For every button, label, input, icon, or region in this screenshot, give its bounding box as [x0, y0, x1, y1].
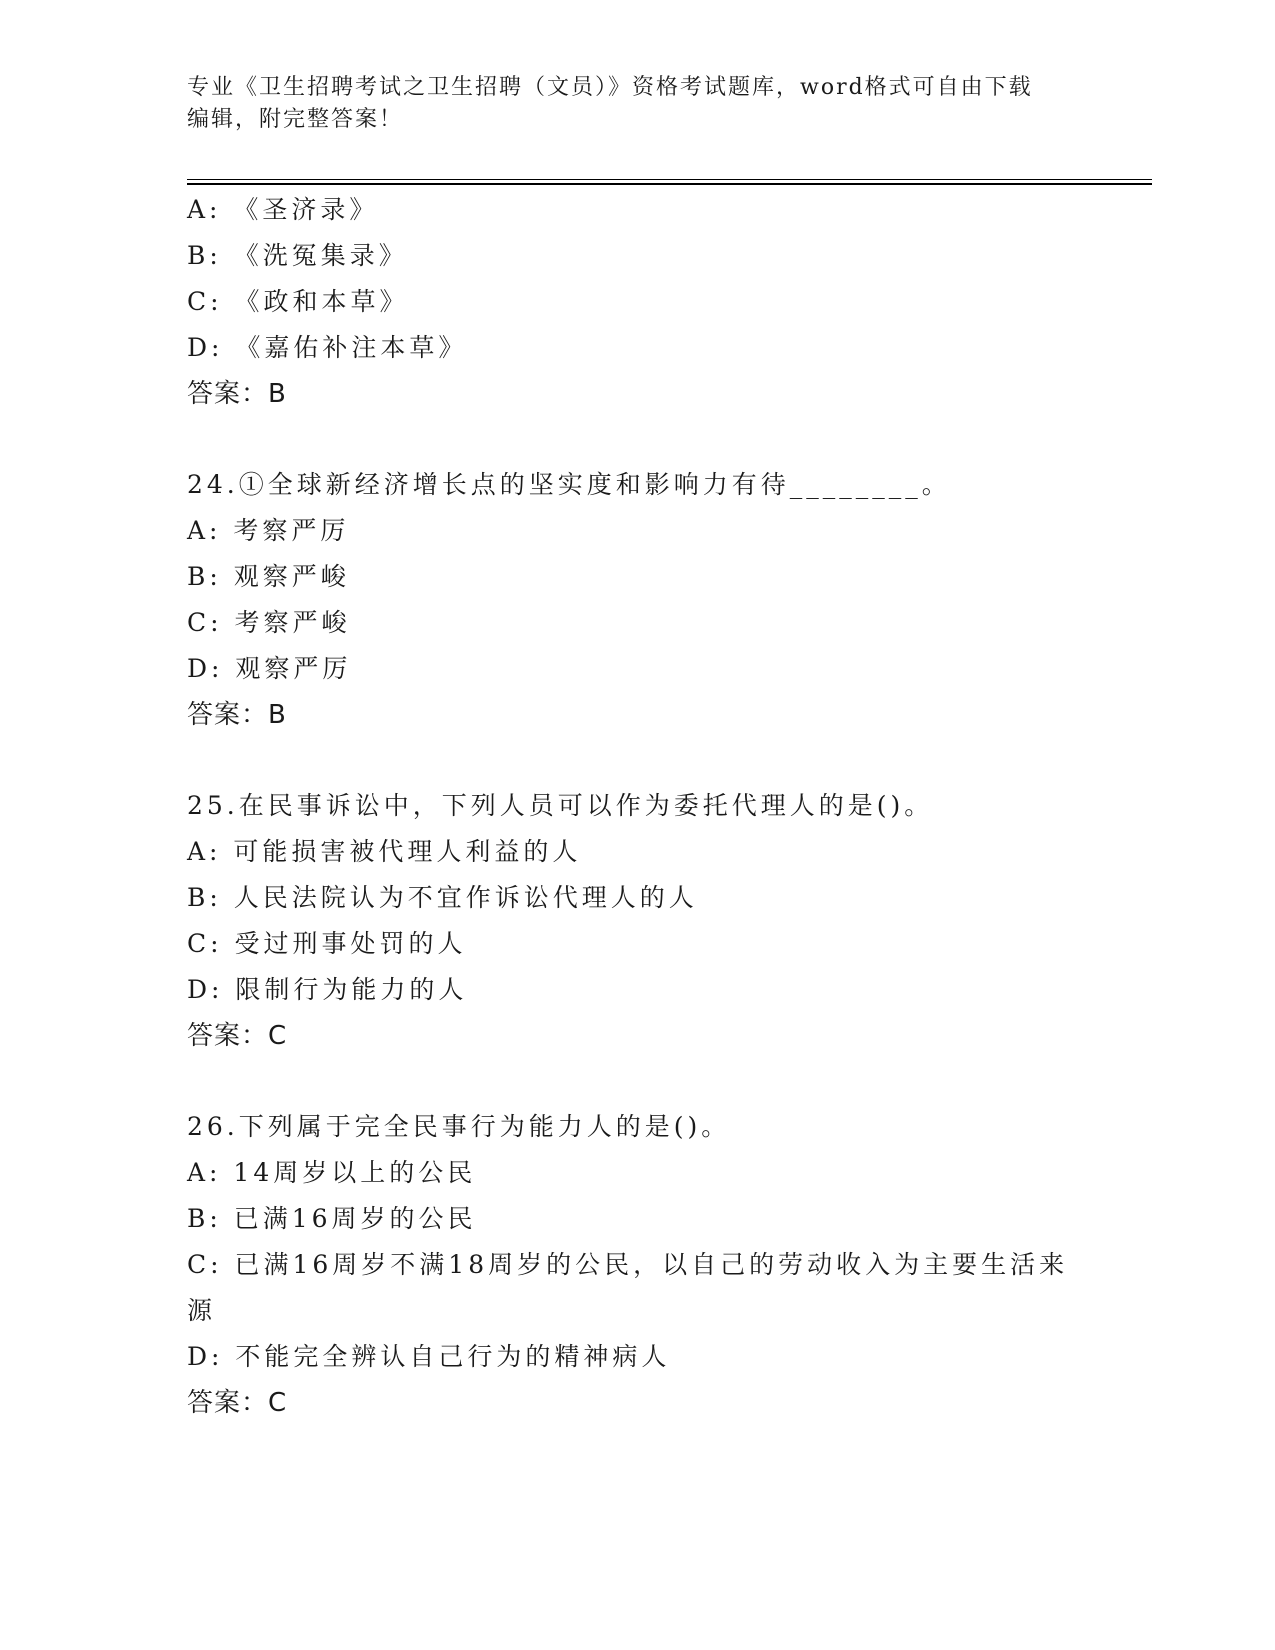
option-a: A: 可能损害被代理人利益的人 — [187, 837, 582, 866]
question-24-block — [187, 462, 1087, 738]
document-header — [187, 72, 1087, 136]
option-d: D: 《嘉佑补注本草》 — [187, 333, 468, 362]
question-list — [187, 187, 1087, 1426]
answer: 答案：B — [187, 379, 287, 409]
spacer — [187, 738, 1087, 783]
option-a: A: 考察严厉 — [187, 516, 350, 545]
question-25-block — [187, 783, 1087, 1059]
answer: 答案：C — [187, 1021, 288, 1051]
option-a: A: 14周岁以上的公民 — [187, 1158, 477, 1187]
option-b: B: 人民法院认为不宜作诉讼代理人的人 — [187, 883, 698, 912]
spacer — [187, 1059, 1087, 1104]
header-line-2: 编辑，附完整答案！ — [187, 107, 404, 132]
option-c: C: 考察严峻 — [187, 608, 351, 637]
option-d: D: 不能完全辨认自己行为的精神病人 — [187, 1342, 671, 1371]
header-rule-thin — [187, 179, 1152, 180]
option-c-line-1: C: 已满16周岁不满18周岁的公民，以自己的劳动收入为主要生活来 — [187, 1250, 1069, 1279]
question-text: 25.在民事诉讼中，下列人员可以作为委托代理人的是()。 — [187, 791, 934, 820]
question-text: 26.下列属于完全民事行为能力人的是()。 — [187, 1112, 731, 1141]
option-d: D: 限制行为能力的人 — [187, 975, 468, 1004]
option-c: C: 受过刑事处罚的人 — [187, 929, 467, 958]
question-26-block — [187, 1104, 1087, 1426]
option-a: A: 《圣济录》 — [187, 195, 379, 224]
spacer — [187, 417, 1087, 462]
option-c: C: 《政和本草》 — [187, 287, 409, 316]
option-d: D: 观察严厉 — [187, 654, 352, 683]
question-text: 24.①全球新经济增长点的坚实度和影响力有待________。 — [187, 470, 951, 499]
option-b: B: 已满16周岁的公民 — [187, 1204, 477, 1233]
option-b: B: 《洗冤集录》 — [187, 241, 408, 270]
option-b: B: 观察严峻 — [187, 562, 350, 591]
header-line-1: 专业《卫生招聘考试之卫生招聘（文员）》资格考试题库，word格式可自由下载 — [187, 75, 1033, 100]
header-rule-thick — [187, 183, 1152, 185]
option-c-line-2: 源 — [187, 1296, 217, 1325]
answer: 答案：C — [187, 1388, 288, 1418]
answer: 答案：B — [187, 700, 287, 730]
question-23-block — [187, 187, 1087, 417]
